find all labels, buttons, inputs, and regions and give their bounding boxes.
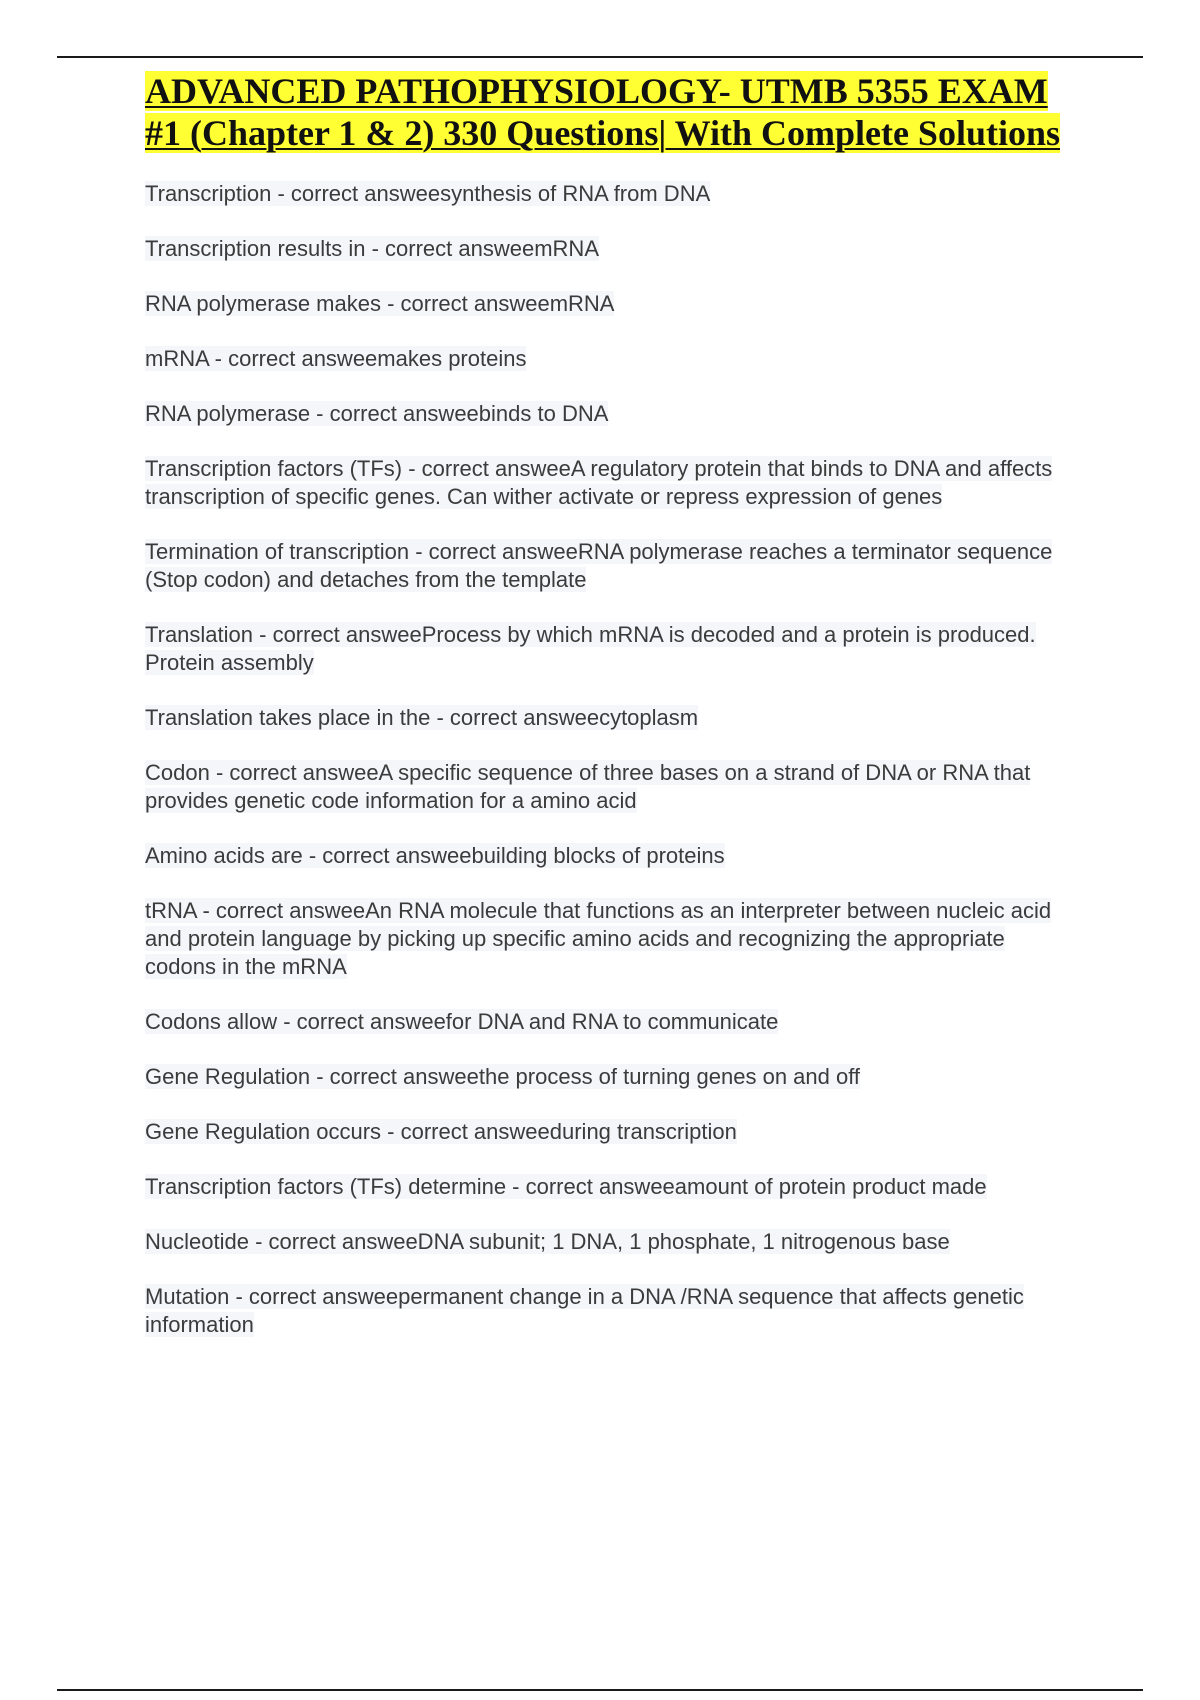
qa-entry (145, 1283, 1080, 1339)
document-body (145, 70, 1080, 1366)
qa-entry-text: tRNA - correct answeeAn RNA molecule that functions as an interpreter between nucleic acid and protein language by picking up specific amino acids and recognizing the appropriate codons in the mRNA (145, 898, 1052, 979)
document-title (145, 70, 1080, 154)
qa-entry (145, 235, 1080, 263)
qa-entry (145, 1008, 1080, 1036)
qa-entry-text: Gene Regulation - correct answeethe process of turning genes on and off (145, 1064, 861, 1089)
top-rule (57, 56, 1143, 58)
qa-entry-text: RNA polymerase - correct answeebinds to DNA (145, 401, 609, 426)
qa-entry (145, 842, 1080, 870)
qa-entry (145, 538, 1080, 594)
qa-entry-text: Transcription - correct answeesynthesis of RNA from DNA (145, 181, 711, 206)
qa-entry-text: Transcription factors (TFs) determine - correct answeeamount of protein product made (145, 1174, 987, 1199)
qa-entry-text: Nucleotide - correct answeeDNA subunit; 1 DNA, 1 phosphate, 1 nitrogenous base (145, 1229, 950, 1254)
qa-entry-text: Codon - correct answeeA specific sequence of three bases on a strand of DNA or RNA that provides genetic code information for a amino acid (145, 760, 1031, 813)
qa-entry-text: Transcription factors (TFs) - correct answeeA regulatory protein that binds to DNA and affects transcription of specific genes. Can wither activate or repress expression of genes (145, 456, 1053, 509)
qa-entry (145, 400, 1080, 428)
qa-entry (145, 1063, 1080, 1091)
qa-entry-text: Amino acids are - correct answeebuilding blocks of proteins (145, 843, 725, 868)
qa-entry-text: Gene Regulation occurs - correct answeeduring transcription (145, 1119, 737, 1144)
qa-entry (145, 759, 1080, 815)
qa-entry-text: Mutation - correct answeepermanent change in a DNA /RNA sequence that affects genetic information (145, 1284, 1024, 1337)
qa-entry (145, 1173, 1080, 1201)
qa-entry (145, 621, 1080, 677)
qa-entry-text: RNA polymerase makes - correct answeemRNA (145, 291, 615, 316)
qa-entry (145, 180, 1080, 208)
qa-entry-text: Translation takes place in the - correct answeecytoplasm (145, 705, 699, 730)
qa-entry (145, 345, 1080, 373)
qa-entry (145, 704, 1080, 732)
qa-entry-text: mRNA - correct answeemakes proteins (145, 346, 527, 371)
qa-entry (145, 290, 1080, 318)
qa-entry (145, 455, 1080, 511)
bottom-rule (57, 1689, 1143, 1691)
qa-entry-text: Transcription results in - correct answeemRNA (145, 236, 599, 261)
document-title-text: ADVANCED PATHOPHYSIOLOGY- UTMB 5355 EXAM #1 (Chapter 1 & 2) 330 Questions| With Complete Solutions (145, 71, 1060, 153)
qa-entry (145, 1118, 1080, 1146)
qa-entry-text: Termination of transcription - correct answeeRNA polymerase reaches a terminator sequence (Stop codon) and detaches from the template (145, 539, 1053, 592)
qa-entry (145, 1228, 1080, 1256)
qa-entry (145, 897, 1080, 981)
qa-entry-text: Translation - correct answeeProcess by which mRNA is decoded and a protein is produced. Protein assembly (145, 622, 1036, 675)
qa-entry-text: Codons allow - correct answeefor DNA and RNA to communicate (145, 1009, 779, 1034)
